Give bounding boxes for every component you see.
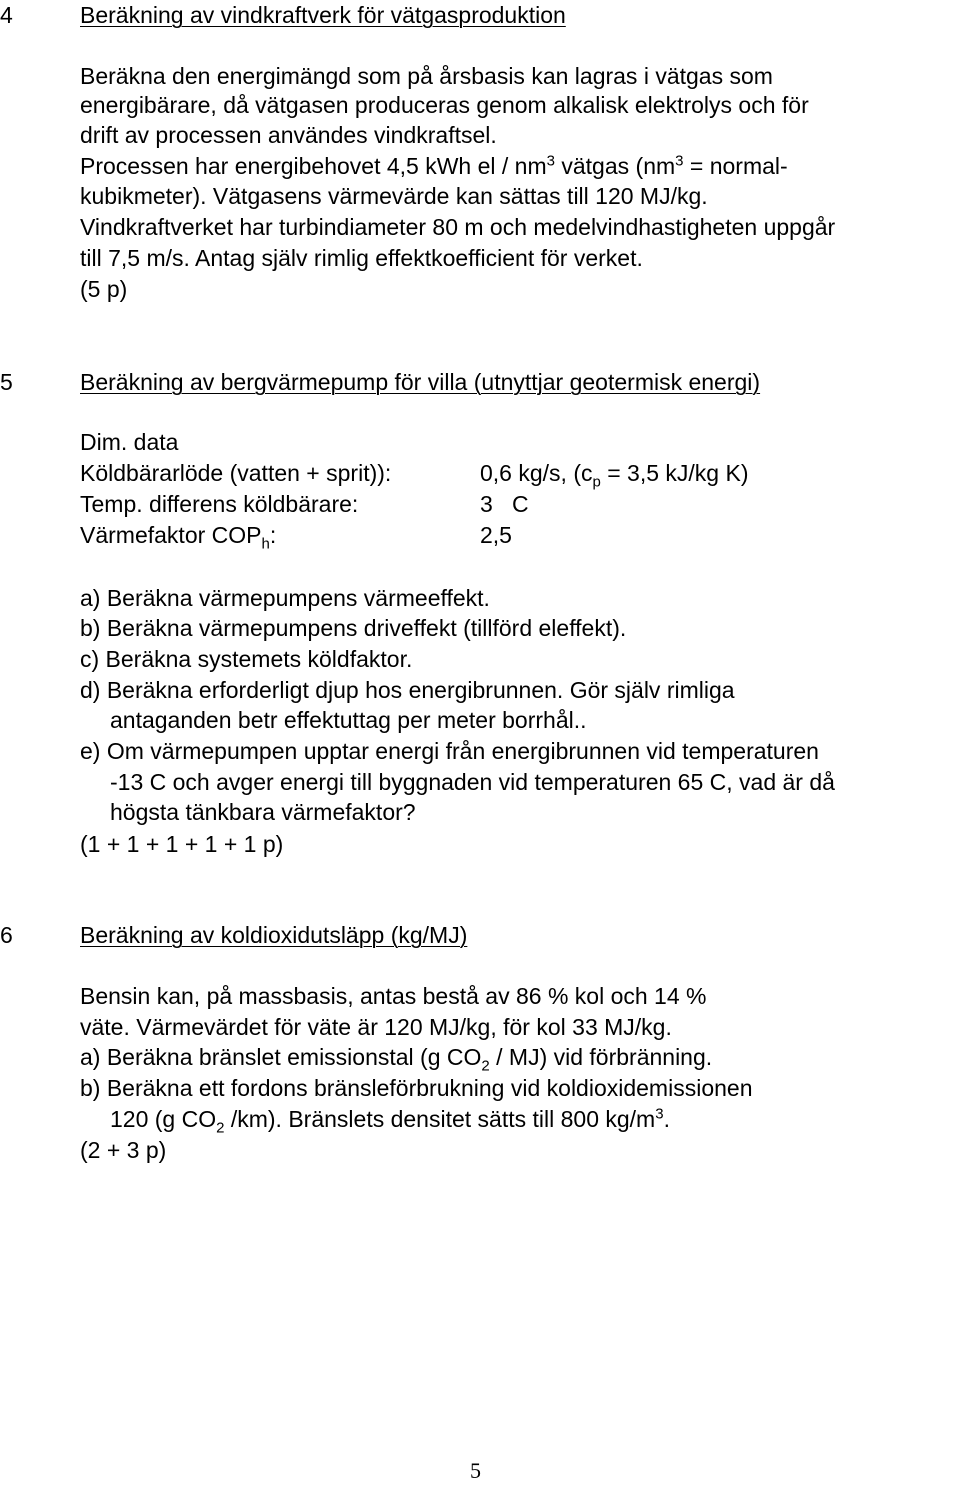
q5-tempdiff-label: Temp. differens köldbärare: xyxy=(80,491,359,517)
q5-dim-data: Dim. data xyxy=(80,429,179,455)
q6-task-b-2: 120 (g $CO_2$ /km). Bränslets densitet sätts till 800 $kg/m^3$. xyxy=(110,1105,670,1137)
q5-task-e-2: -13 C och avger energi till byggnaden vid temperaturen 65 C, vad är då xyxy=(110,769,835,795)
q5-task-d-2: antaganden betr effektuttag per meter borrhål.. xyxy=(110,707,587,733)
q5-flow-value: 0,6 kg/s, ($c_p = 3,5$ kJ/kg K) xyxy=(480,460,749,491)
q5-task-e-3: högsta tänkbara värmefaktor? xyxy=(110,799,416,825)
q6-points: (2 + 3 p) xyxy=(80,1137,167,1163)
q4-text-7: till 7,5 m/s. Antag själv rimlig effektkoefficient för verket. xyxy=(80,245,643,271)
q5-points: (1 + 1 + 1 + 1 + 1 p) xyxy=(80,831,284,857)
q5-task-d-1: d) Beräkna erforderligt djup hos energibrunnen. Gör själv rimliga xyxy=(80,677,735,703)
q5-task-a: a) Beräkna värmepumpens värmeeffekt. xyxy=(80,585,490,611)
q5-cop-value: 2,5 xyxy=(480,522,512,548)
q6-task-b-1: b) Beräkna ett fordons bränsleförbrukning vid koldioxidemissionen xyxy=(80,1075,753,1101)
q4-text-1: Beräkna den energimängd som på årsbasis kan lagras i vätgas som xyxy=(80,63,773,89)
q4-text-3: drift av processen användes vindkraftsel. xyxy=(80,122,497,148)
q6-text-1: Bensin kan, på massbasis, antas bestå av 86 % kol och 14 % xyxy=(80,983,707,1009)
q5-heading: Beräkning av bergvärmepump för villa (utnyttjar geotermisk energi) xyxy=(80,369,761,395)
q6-text-2: väte. Värmevärdet för väte är 120 MJ/kg, för kol 33 MJ/kg. xyxy=(80,1014,672,1040)
q4-text-6: Vindkraftverket har turbindiameter 80 m och medelvindhastigheten uppgår xyxy=(80,214,836,240)
q4-heading: Beräkning av vindkraftverk för vätgasproduktion xyxy=(80,2,566,28)
q5-task-e-1: e) Om värmepumpen upptar energi från energibrunnen vid temperaturen xyxy=(80,738,819,764)
q4-number: 4 xyxy=(0,2,13,28)
q5-cop-label: Värmefaktor $COP_h$: xyxy=(80,522,277,553)
q4-text-4: Processen har energibehovet 4,5 kWh el / $nm^3$ vätgas ($nm^3$ = normal- xyxy=(80,152,788,179)
q4-points: (5 p) xyxy=(80,276,128,302)
q5-number: 5 xyxy=(0,369,13,395)
q5-flow-label: Köldbärarlöde (vatten + sprit)): xyxy=(80,460,392,486)
q6-task-a: a) Beräkna bränslet emissionstal (g $CO_2 / MJ$) vid förbränning. xyxy=(80,1044,713,1075)
q6-heading: Beräkning av koldioxidutsläpp (kg/MJ) xyxy=(80,922,468,948)
q4-text-5: kubikmeter). Vätgasens värmevärde kan sättas till 120 MJ/kg. xyxy=(80,183,708,209)
q5-task-b: b) Beräkna värmepumpens driveffekt (tillförd eleffekt). xyxy=(80,615,627,641)
q5-tempdiff-value: 3 C xyxy=(480,491,529,517)
page-number: 5 xyxy=(470,1458,481,1483)
q4-text-2: energibärare, då vätgasen produceras genom alkalisk elektrolys och för xyxy=(80,92,809,118)
q5-task-c: c) Beräkna systemets köldfaktor. xyxy=(80,646,413,672)
q6-number: 6 xyxy=(0,922,13,948)
